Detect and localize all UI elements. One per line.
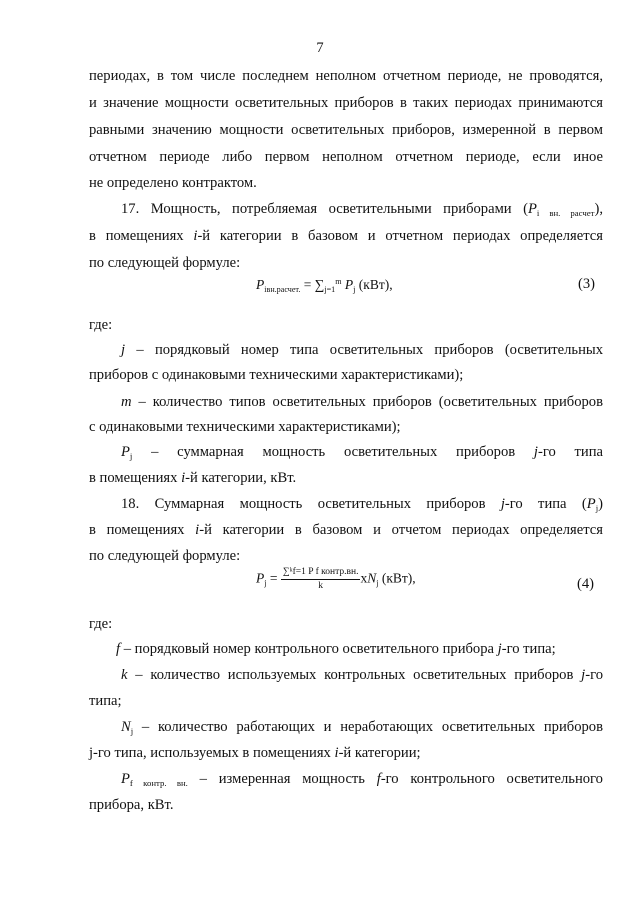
page-number: 7 — [316, 40, 324, 56]
definition-f-line: f – порядковый номер контрольного осветительного прибора j-го типа; — [116, 641, 556, 657]
paragraph-line: и значение мощности осветительных приборов в таких периодах принимаются — [89, 95, 603, 111]
definition-pj-line: в помещениях i-й категории, кВт. — [89, 470, 297, 486]
definition-pj-line: $P_j$ – суммарная мощность осветительных приборов j-го типа — [121, 444, 603, 461]
paragraph-line: отчетном периоде либо первом неполном отчетном периоде, если иное — [89, 149, 603, 165]
formula-4-fraction: $\frac{\text{∑ᵏf=1 P f контр.вн.}}{k}$ — [282, 567, 359, 591]
item-18-line: в помещениях i-й категории в базовом и отчетом периодах определяется — [89, 522, 603, 538]
formula-4: $P_j$ = $\frac{\text{∑ᵏf=1 P f контр.вн.}}{k}$ $xN_j$ (кВт), — [256, 567, 416, 591]
definition-nj-line: $N_j$ – количество работающих и неработающих осветительных приборов — [121, 719, 603, 736]
formula-3: $P_{iвн.расчет.} = \sum_{j=1}^m$ $P_j$ (кВт), — [256, 277, 393, 294]
item-18-line: 18. Суммарная мощность осветительных приборов j-го типа $(P_j)$ — [121, 496, 603, 513]
definition-nj-line: j-го типа, используемых в помещениях i-й категории; — [89, 745, 421, 761]
item-17-line: 17. Мощность, потребляемая осветительными приборами $(P_{i вн. расчет})$, — [121, 201, 603, 218]
item-17-line: в помещениях i-й категории в базовом и отчетном периодах определяется — [89, 228, 603, 244]
paragraph-line: периодах, в том числе последнем неполном отчетном периоде, не проводятся, — [89, 68, 603, 84]
where-label: где: — [89, 616, 113, 632]
item-18-line: по следующей формуле: — [89, 548, 241, 564]
item-17-line: по следующей формуле: — [89, 255, 241, 271]
definition-j-line: приборов с одинаковыми техническими характеристиками); — [89, 367, 464, 383]
paragraph-line: равными значению мощности осветительных приборов, измеренной в первом — [89, 122, 603, 138]
definition-pf-line: прибора, кВт. — [89, 797, 174, 813]
paragraph-line: не определено контрактом. — [89, 175, 257, 191]
definition-pf-line: $P_{f контр. вн.}$ – измеренная мощность f-го контрольного осветительного — [121, 771, 603, 788]
definition-j-line: j – порядковый номер типа осветительных приборов (осветительных — [121, 342, 603, 358]
definition-k-line: k – количество используемых контрольных осветительных приборов j-го — [121, 667, 603, 683]
where-label: где: — [89, 317, 113, 333]
definition-m-line: с одинаковыми техническими характеристиками); — [89, 419, 401, 435]
definition-m-line: m – количество типов осветительных приборов (осветительных приборов — [121, 394, 603, 410]
equation-number-4: (4) — [577, 576, 595, 592]
definition-k-line: типа; — [89, 693, 122, 709]
equation-number-3: (3) — [578, 276, 596, 292]
